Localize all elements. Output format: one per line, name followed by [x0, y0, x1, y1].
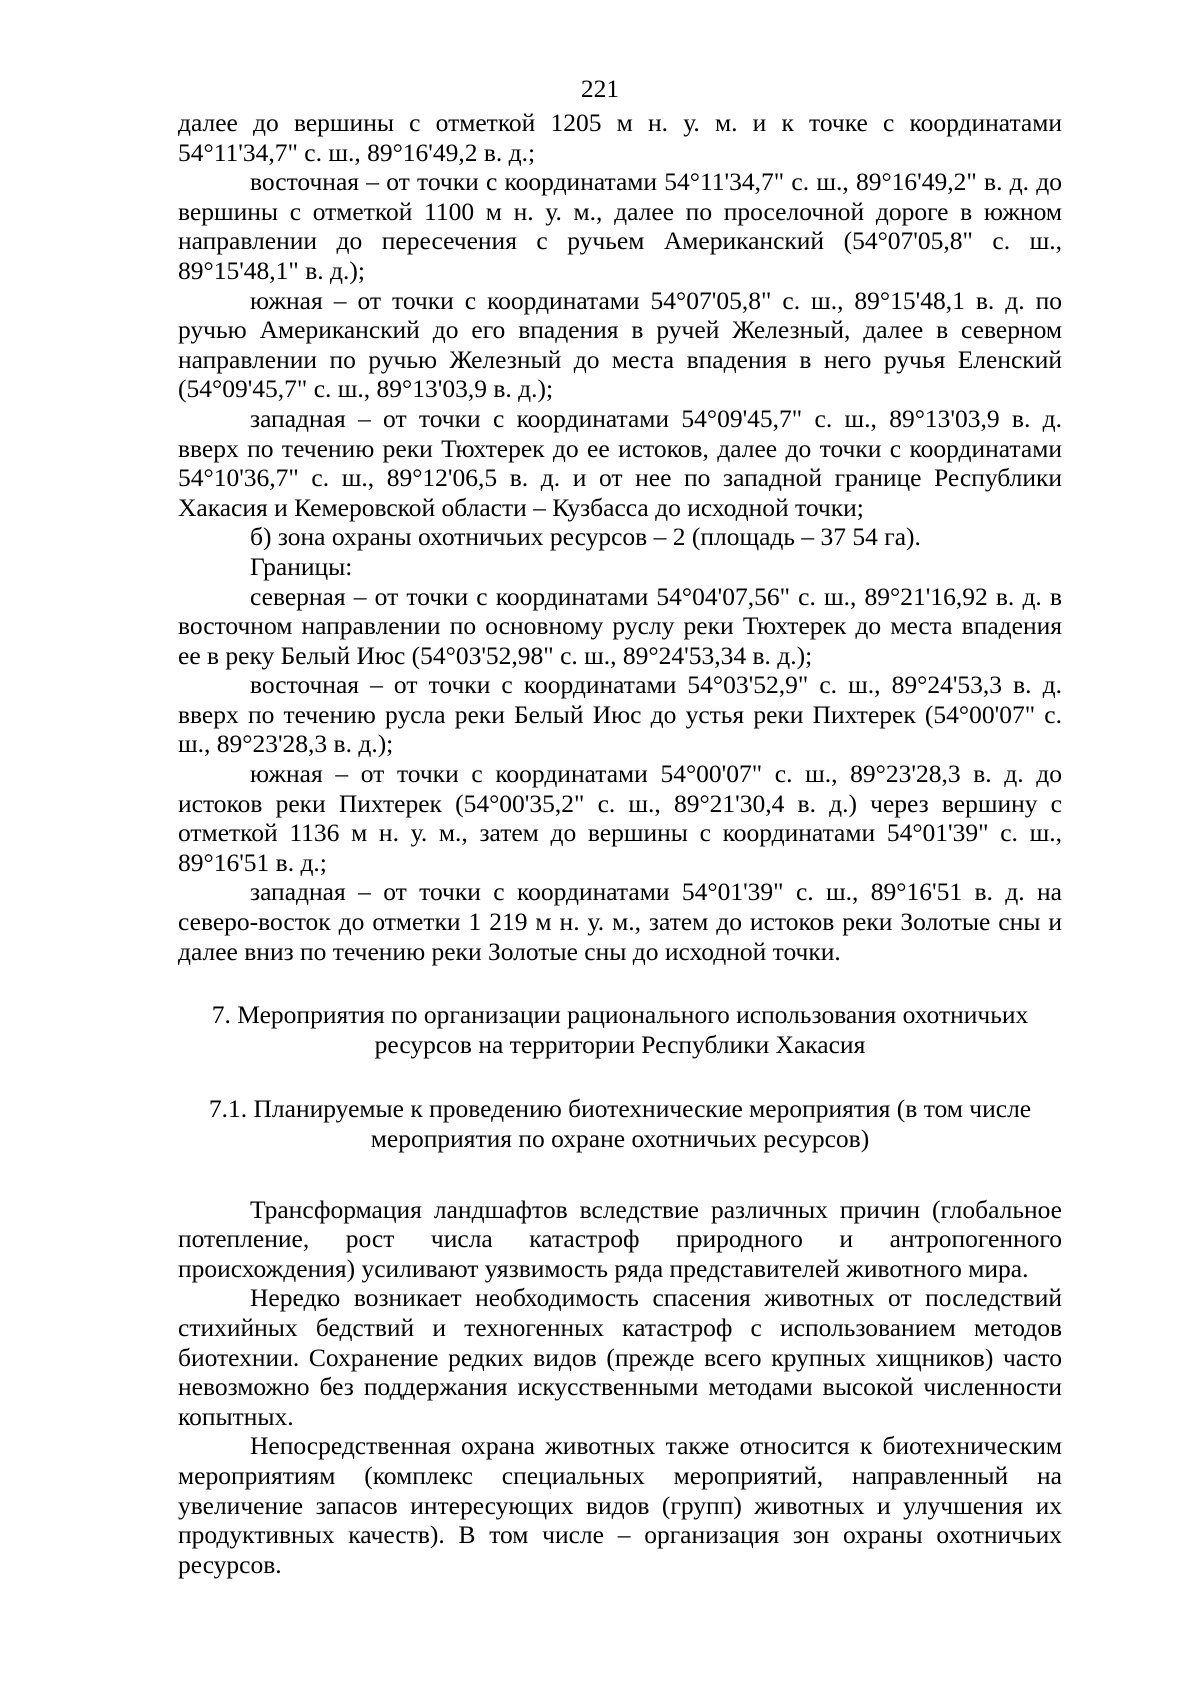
paragraph-southern-boundary-2: южная – от точки с координатами 54°00'07" с. ш., 89°23'28,3 в. д. до истоков реки Пихтерек (54°00'35,2" с. ш., 89°21'30,4 в. д.) через вершину с отметкой 1136 м н. у. м., затем до вершины с координатами 54°01'39" с. ш., 89°16'51 в. д.; — [178, 759, 1062, 877]
page-number: 221 — [580, 74, 620, 103]
page-content — [178, 108, 1062, 1579]
paragraph-boundaries-label: Границы: — [250, 551, 353, 581]
paragraph-continuation: далее до вершины с отметкой 1205 м н. у. м. и к точке с координатами 54°11'34,7" с. ш., 89°16'49,2 в. д.; — [178, 108, 1062, 167]
paragraph-western-boundary-2: западная – от точки с координатами 54°01'39" с. ш., 89°16'51 в. д. на северо-восток до отметки 1 219 м н. у. м., затем до истоков реки Золотые сны и далее вниз по течению реки Золотые сны до исходной точки. — [178, 877, 1062, 966]
paragraph-northern-boundary-2: северная – от точки с координатами 54°04'07,56" с. ш., 89°21'16,92 в. д. в восточном направлении по основному руслу реки Тюхтерек до места впадения ее в реку Белый Июс (54°03'52,98" с. ш., 89°24'53,34 в. д.); — [178, 581, 1062, 670]
paragraph-animal-rescue: Нередко возникает необходимость спасения животных от последствий стихийных бедствий и техногенных катастроф с использованием методов биотехнии. Сохранение редких видов (прежде всего крупных хищников) часто невозможно без поддержания искусственными методами высокой численности копытных. — [178, 1283, 1062, 1431]
paragraph-direct-protection: Непосредственная охрана животных также относится к биотехническим мероприятиям (комплекс специальных мероприятий, направленный на увеличение запасов интересующих видов (групп) животных и улучшения их продуктивных качеств). В том числе – организация зон охраны охотничьих ресурсов. — [178, 1431, 1062, 1579]
paragraph-western-boundary-1: западная – от точки с координатами 54°09'45,7" с. ш., 89°13'03,9 в. д. вверх по течению реки Тюхтерек до ее истоков, далее до точки с координатами 54°10'36,7" с. ш., 89°12'06,5 в. д. и от нее по западной границе Республики Хакасия и Кемеровской области – Кузбасса до исходной точки; — [178, 403, 1062, 522]
section-heading: 7. Мероприятия по организации рационального использования охотничьих ресурсов на территории Республики Хакасия — [211, 1000, 1029, 1059]
paragraph-landscape-transformation: Трансформация ландшафтов вследствие различных причин (глобальное потепление, рост числа катастроф природного и антропогенного происхождения) усиливают уязвимость ряда представителей животного мира. — [178, 1194, 1062, 1283]
paragraph-eastern-boundary-1: восточная – от точки с координатами 54°11'34,7" с. ш., 89°16'49,2" в. д. до вершины с отметкой 1100 м н. у. м., далее по проселочной дороге в южном направлении до пересечения с ручьем Американский (54°07'05,8" с. ш., 89°15'48,1" в. д.); — [178, 167, 1062, 285]
paragraph-eastern-boundary-2: восточная – от точки с координатами 54°03'52,9" с. ш., 89°24'53,3 в. д. вверх по течению русла реки Белый Июс до устья реки Пихтерек (54°00'07" с. ш., 89°23'28,3 в. д.); — [178, 670, 1062, 759]
paragraph-zone-2: б) зона охраны охотничьих ресурсов – 2 (площадь – 37 54 га). — [250, 522, 921, 552]
paragraph-southern-boundary-1: южная – от точки с координатами 54°07'05,8" с. ш., 89°15'48,1 в. д. по ручью Американский до его впадения в ручей Железный, далее в северном направлении по ручью Железный до места впадения в него ручья Еленский (54°09'45,7" с. ш., 89°13'03,9 в. д.); — [178, 285, 1062, 404]
subsection-heading: 7.1. Планируемые к проведению биотехнические мероприятия (в том числе мероприятия по охране охотничьих ресурсов) — [208, 1094, 1032, 1153]
